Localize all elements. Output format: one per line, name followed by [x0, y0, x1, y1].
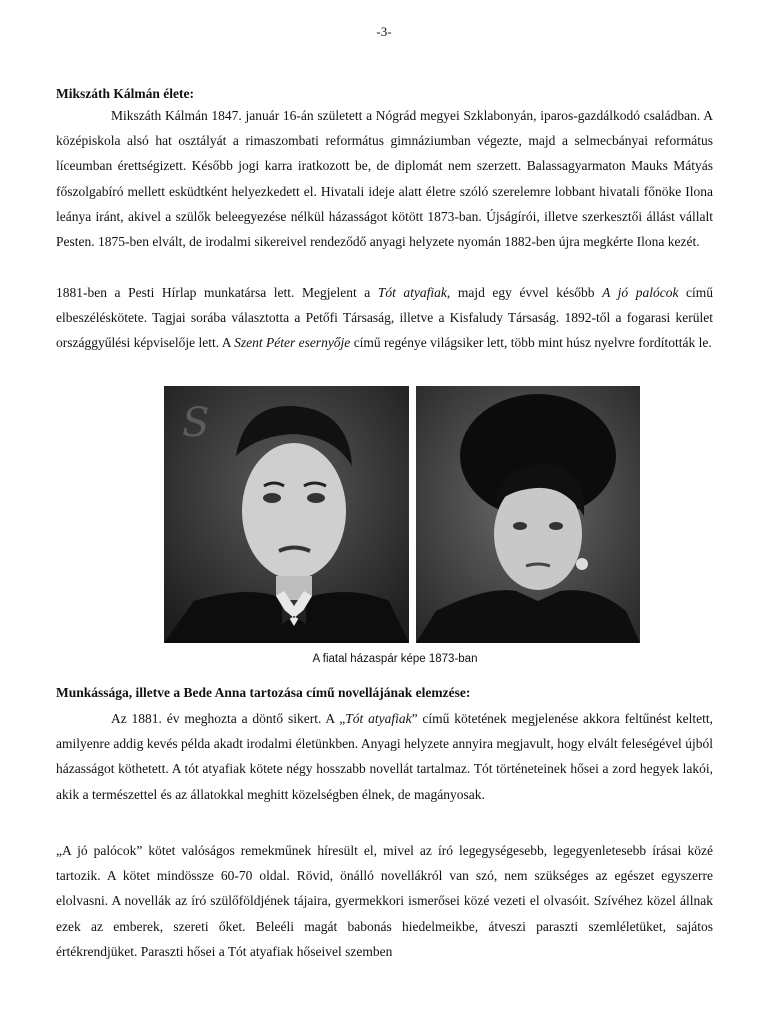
figure-caption: A fiatal házaspár képe 1873-ban — [312, 653, 478, 665]
italic-title-text: Tót atyafiak — [377, 285, 447, 300]
page-number: -3- — [376, 24, 392, 39]
man-portrait-image — [164, 386, 409, 643]
text-run: Mikszáth Kálmán 1847. január 16-án született a Nógrád megyei Szklabonyán, iparos-gazdálkodó családban. A középiskola alsó hat osztályát a rimaszombati református gimnáziumban végezte, majd a selmecbányai református líceumban érettségizett. Később jogi karra iratkozott be, de diplomát nem szerzett. Balassagyarmaton Mauks Mátyás főszolgabíró mellett esküdtként helyezkedett el. Hivatali ideje alatt életre szóló szerelemre lobbant hivatali főnöke Ilona leánya iránt, akivel a szülők beleegyezése nélkül házasságot kötött 1873-ban. Újságírói, illetve szerkesztői állást vállalt Pesten. 1875-ben elvált, de irodalmi sikereivel rendeződő anyagi helyzete nyomán 1882-ben újra megkérte Ilona kezét. — [56, 108, 713, 250]
text-run: című elbeszéléskötete. Tagjai sorába választotta a Petőfi Társaság, illetve a Kisfaludy Társaság. 1892-től a fogarasi kerület országgyűlési képviselője lett. A — [56, 285, 713, 351]
section-heading-life: Mikszáth Kálmán élete: — [56, 86, 194, 101]
paragraph-works-2 — [56, 838, 713, 964]
paragraph-life-1 — [56, 103, 713, 254]
italic-title-text: Tót atyafiak — [345, 711, 412, 726]
section-heading-works: Munkássága, illetve a Bede Anna tartozása című novellájának elemzése: — [56, 685, 471, 700]
text-run: „A jó palócok” kötet valóságos remekműnek híresült el, mivel az író legegységesebb, legegyenletesebb írásai közé tartozik. A kötet mindössze 60-70 oldal. Rövid, önálló novellákról van szó, nem szükséges az egészet egyszerre elolvasni. A novellák az író szülőföldjének tájaira, gyermekkori ismerősei közé vezeti el olvasóit. Szívéhez közel állnak ezek az emberek, szereti őket. Beleéli magát babonás hiedelmeikbe, átveszi paraszti szemléletüket, sajátos értékrendjüket. Paraszti hősei a Tót atyafiak hőseivel szemben — [56, 843, 713, 959]
text-run: ” című kötetének megjelenése akkora feltűnést keltett, amilyenre addig kevés példa akadt irodalmi életünkben. Anyagi helyzete annyira megjavult, hogy elvált feleségével újból házasságot köthetett. A tót atyafiak kötete négy hosszabb novellát tartalmaz. Tót történeteinek hősei a zord hegyek lakói, akik a természettel és az állatokkal meghitt közelségben élnek, de magányosak. — [56, 711, 713, 802]
text-run: 1881-ben a Pesti Hírlap munkatársa lett. Megjelent a — [56, 285, 378, 300]
woman-portrait-image — [416, 386, 640, 643]
text-run: , majd egy évvel később — [446, 285, 603, 300]
portrait-photo-woman — [416, 386, 640, 643]
text-run: című regénye világsiker lett, több mint húsz nyelvre fordították le. — [350, 335, 712, 351]
paragraph-life-2 — [56, 280, 713, 356]
portrait-photo-man — [164, 386, 409, 643]
italic-title-text: Szent Péter esernyője — [234, 335, 351, 351]
paragraph-works-1 — [56, 706, 713, 807]
text-run: Az 1881. év meghozta a döntő sikert. A „ — [111, 711, 346, 726]
italic-title-text: A jó palócok — [602, 285, 679, 300]
watermark-letter: S — [182, 400, 210, 446]
